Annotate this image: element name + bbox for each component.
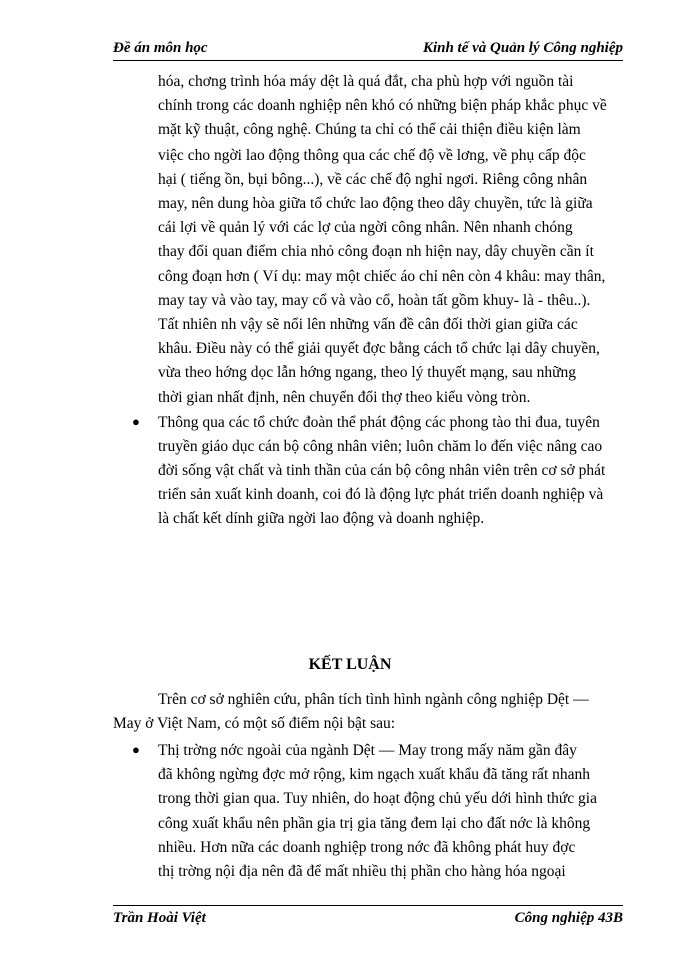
text-line: việc cho ngời lao động thông qua các chế độ về lơng, về phụ cấp độc (158, 147, 586, 164)
footer-author: Trần Hoài Việt (113, 910, 206, 926)
page-footer (113, 905, 623, 928)
text-line: may, nên dung hòa giữa tổ chức lao động theo dây chuyền, tức là giữa (158, 195, 593, 212)
text-line: Thông qua các tổ chức đoàn thể phát động các phong tào thi đua, tuyên (158, 414, 600, 431)
bullet-icon: ● (132, 414, 140, 429)
text-line: nhiều. Hơn nữa các doanh nghiệp trong nớc đã không phát huy đợc (158, 839, 576, 856)
text-line: Thị trờng nớc ngoài của ngành Dệt — May trong mấy năm gần đây (158, 742, 577, 759)
text-line: mặt kỹ thuật, công nghệ. Chúng ta chỉ có thể cải thiện điều kiện làm (158, 121, 581, 138)
text-line: hóa, chơng trình hóa máy dệt là quá đắt, cha phù hợp với nguồn tài (158, 73, 574, 90)
footer-class: Công nghiệp 43B (514, 910, 623, 926)
text-line: thị trờng nội địa nên đã để mất nhiều thị phần cho hàng hóa ngoại (158, 863, 566, 880)
header-right: Kinh tế và Quản lý Công nghiệp (422, 40, 623, 56)
text-line: may tay và vào tay, may cổ và vào cổ, hoàn tất gồm khuy- là - thêu..). (158, 292, 591, 309)
text-line: Tất nhiên nh vậy sẽ nổi lên những vấn đề cân đối thời gian giữa các (158, 316, 578, 333)
page-header (113, 38, 623, 61)
text-line: công xuất khẩu nên phần gia trị gia tăng đem lại cho đất nớc là không (158, 815, 591, 832)
text-line: là chất kết dính giữa ngời lao động và doanh nghiệp. (158, 510, 485, 527)
bullet-icon: ● (132, 742, 140, 757)
text-line: đã không ngừng đợc mở rộng, kim ngạch xuất khẩu đã tăng rất nhanh (158, 766, 591, 783)
text-line: May ở Việt Nam, có một số điểm nội bật sau: (113, 715, 396, 732)
text-line: trong thời gian qua. Tuy nhiên, do hoạt động chủ yếu dới hình thức gia (158, 790, 597, 807)
text-line: triển sản xuất kinh doanh, coi đó là động lực phát triển doanh nghiệp và (158, 486, 604, 503)
text-line: chính trong các doanh nghiệp nên khó có những biện pháp khắc phục về (158, 97, 607, 114)
text-line: vừa theo hớng dọc lẫn hớng ngang, theo lý thuyết mạng, sau những (158, 364, 577, 381)
text-line: công đoạn hơn ( Ví dụ: may một chiếc áo chỉ nên còn 4 khâu: may thân, (158, 268, 606, 285)
text-line: truyền giáo dục cán bộ công nhân viên; luôn chăm lo đến việc nâng cao (158, 438, 603, 455)
text-line: đời sống vật chất và tinh thần của cán bộ công nhân viên trên cơ sở phát (158, 462, 606, 479)
text-line: thời gian nhất định, nên chuyển đổi thợ theo kiểu vòng tròn. (158, 389, 531, 406)
text-line: thay đổi quan điểm chia nhỏ công đoạn nh hiện nay, dây chuyền cần ít (158, 243, 594, 260)
text-line: hại ( tiếng ồn, bụi bông...), về các chế độ nghỉ ngơi. Riêng công nhân (158, 171, 588, 188)
text-line: khâu. Điều này có thể giải quyết đợc bằng cách tổ chức lại dây chuyền, (158, 340, 600, 357)
text-line: cái lợi về quản lý với các lợ của ngời công nhân. Nên nhanh chóng (158, 219, 573, 236)
text-line: Trên cơ sở nghiên cứu, phân tích tình hình ngành công nghiệp Dệt — (158, 691, 589, 708)
header-left: Đề án môn học (113, 40, 208, 56)
section-heading: KẾT LUẬN (308, 656, 392, 673)
